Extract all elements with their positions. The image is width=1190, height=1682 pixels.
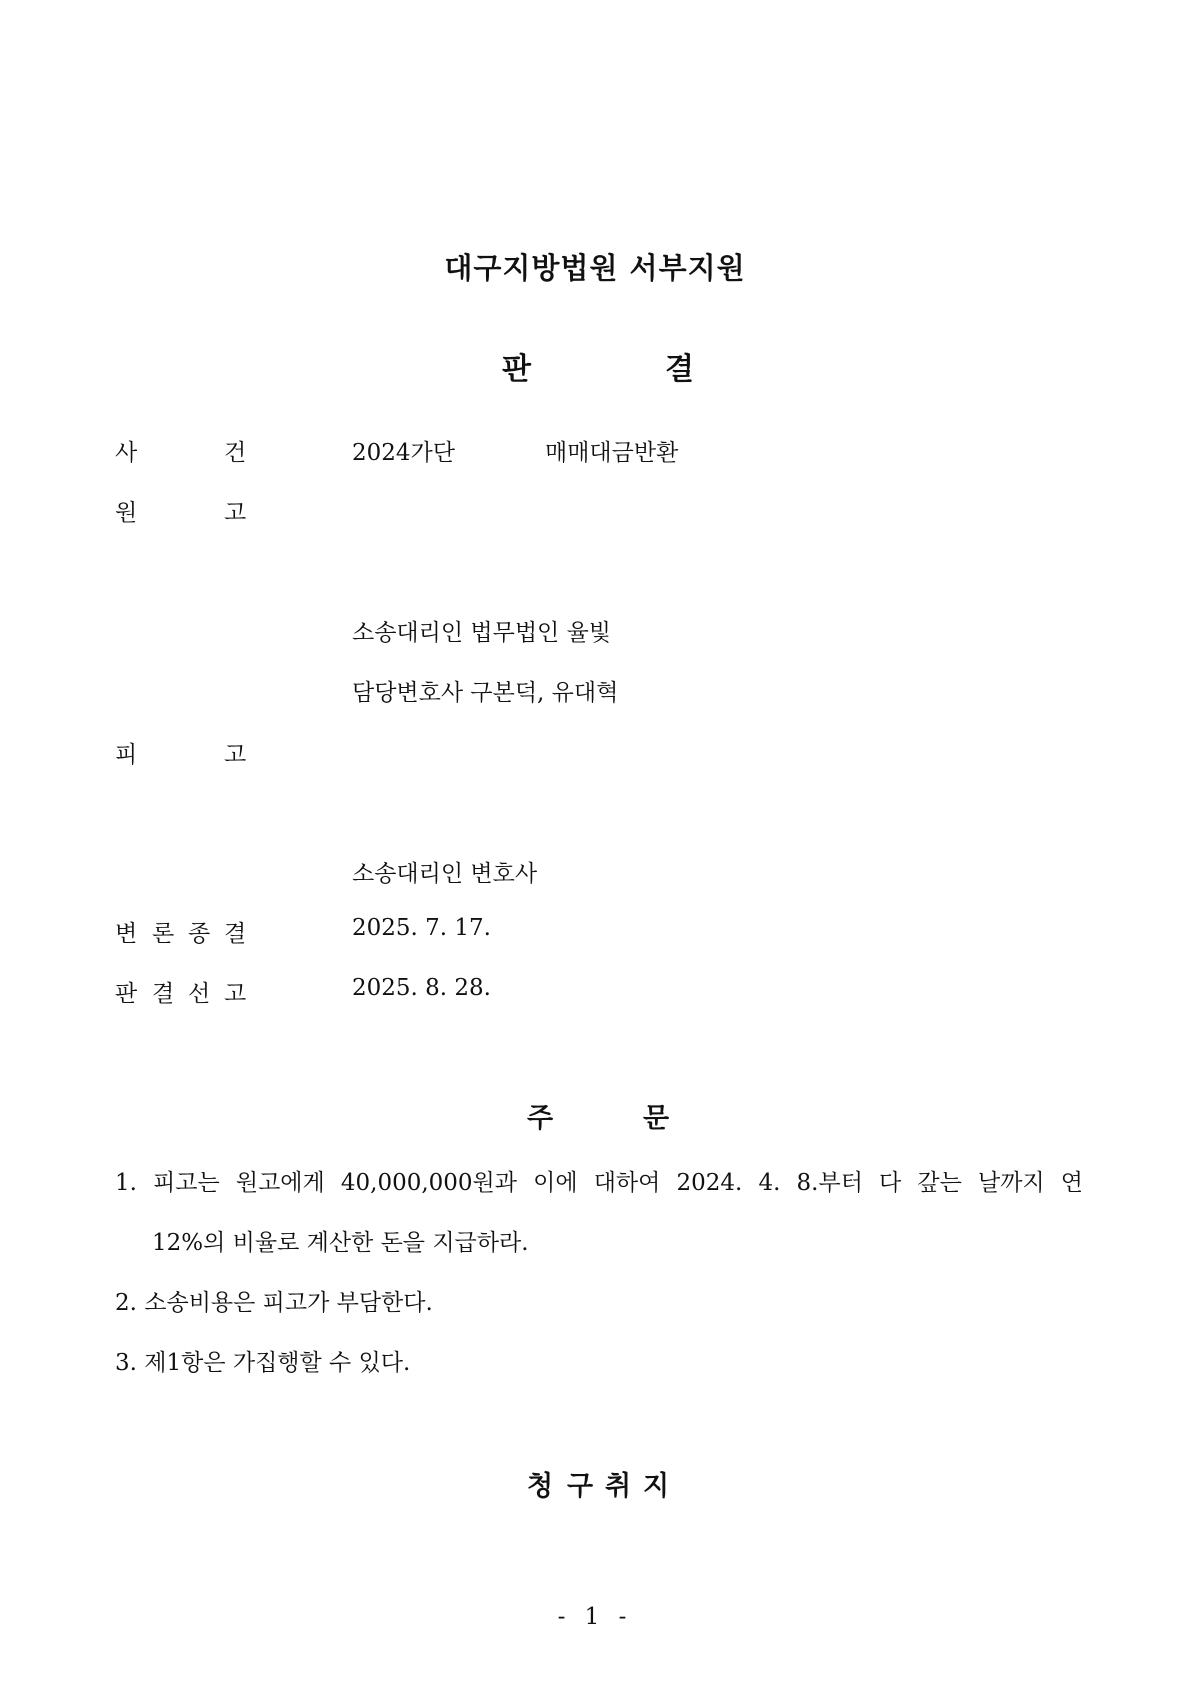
order-item-1-line-1: 1. 피고는 원고에게 40,000,000원과 이에 대하여 2024. 4. 8.부터 다 갚는 날까지 연: [115, 1170, 1083, 1196]
case-label-1: 사: [115, 440, 138, 466]
case-label-2: 건: [224, 440, 247, 466]
defendant-attorney: 소송대리인 변호사: [352, 861, 538, 887]
defendant-label-2: 고: [224, 742, 247, 768]
verdict-date: 2025. 8. 28.: [352, 975, 491, 1001]
order-item-2: 2. 소송비용은 피고가 부담한다.: [115, 1290, 433, 1316]
case-number: 2024가단: [352, 440, 455, 466]
title-char-1: 판: [502, 352, 531, 387]
plaintiff-attorney: 소송대리인 법무법인 율빛: [352, 620, 612, 646]
case-name: 매매대금반환: [545, 440, 679, 466]
order-item-1-line-2: 12%의 비율로 계산한 돈을 지급하라.: [152, 1230, 529, 1256]
page-number: - 1 -: [557, 1604, 633, 1630]
closing-date: 2025. 7. 17.: [352, 915, 491, 941]
defendant-label-1: 피: [115, 742, 138, 768]
verdict-label: 판 결 선 고: [115, 981, 247, 1007]
plaintiff-label-2: 고: [224, 500, 247, 526]
title-char-2: 결: [665, 352, 694, 387]
order-item-3: 3. 제1항은 가집행할 수 있다.: [115, 1350, 411, 1376]
court-name: 대구지방법원 서부지원: [444, 251, 746, 285]
plaintiff-label-1: 원: [115, 500, 138, 526]
plaintiff-lawyers: 담당변호사 구본덕, 유대혁: [352, 680, 619, 706]
closing-label: 변 론 종 결: [115, 921, 247, 947]
